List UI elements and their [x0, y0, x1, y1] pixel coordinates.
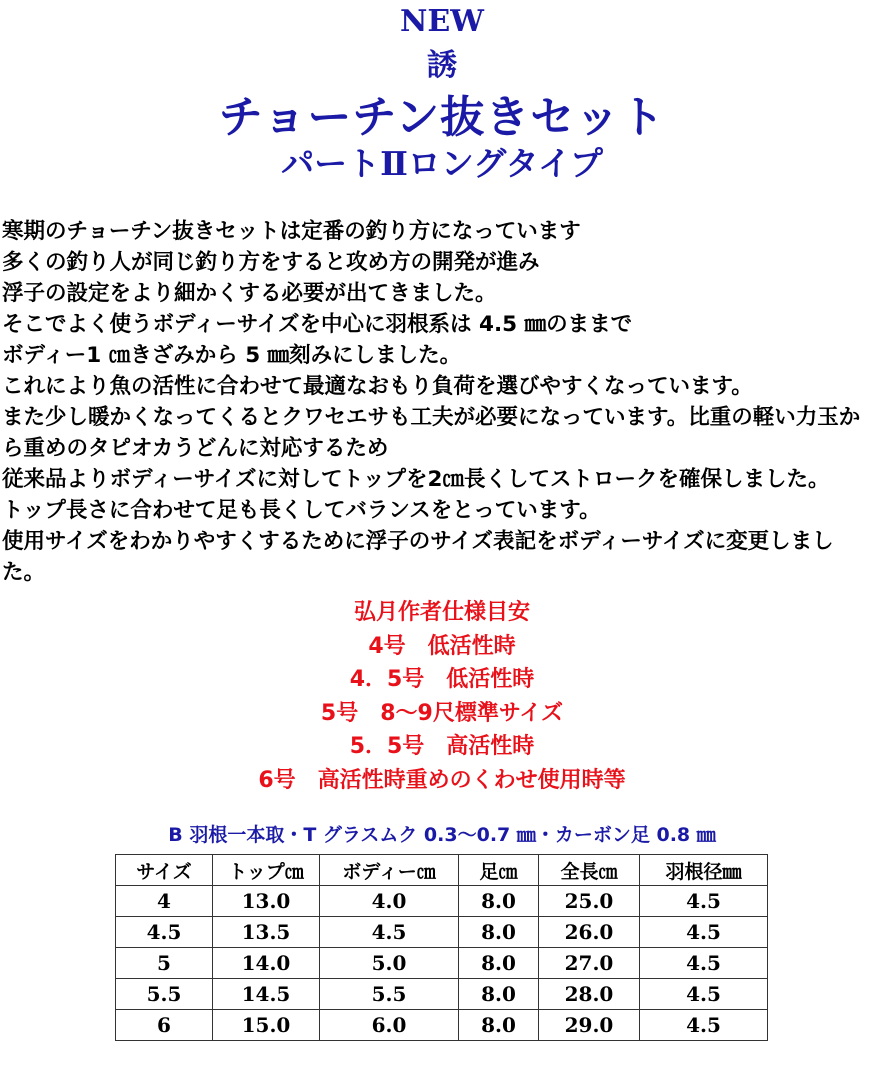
cell-size: 4	[116, 886, 213, 917]
cell-body: 5.0	[320, 948, 459, 979]
column-header-body: ボディー㎝	[320, 855, 459, 886]
spec-heading: 弘月作者仕様目安	[353, 600, 530, 625]
description-line: ボディー1 ㎝きざみから 5 ㎜刻みにしました。	[2, 343, 462, 368]
spec-guide	[0, 596, 884, 797]
cell-size: 5.5	[116, 979, 213, 1010]
cell-leg: 8.0	[459, 917, 539, 948]
cell-leg: 8.0	[459, 1010, 539, 1041]
description-line: 使用サイズをわかりやすくするために浮子のサイズ表記をボディーサイズに変更しまし	[2, 529, 834, 554]
column-header-total: 全長㎝	[539, 855, 640, 886]
description-line: 浮子の設定をより細かくする必要が出てきました。	[2, 281, 497, 306]
cell-top: 13.0	[213, 886, 320, 917]
cell-leg: 8.0	[459, 948, 539, 979]
cell-size: 4.5	[116, 917, 213, 948]
cell-total: 28.0	[539, 979, 640, 1010]
cell-top: 14.0	[213, 948, 320, 979]
description-line: 多くの釣り人が同じ釣り方をすると攻め方の開発が進み	[2, 250, 540, 275]
page-title: チョーチン抜きセット	[218, 92, 666, 143]
spec-line: 4．5号 低活性時	[349, 667, 535, 692]
description-line: ら重めのタピオカうどんに対応するため	[2, 436, 389, 461]
cell-body: 4.0	[320, 886, 459, 917]
column-header-top: トップ㎝	[213, 855, 320, 886]
new-label: NEW	[400, 4, 484, 39]
spec-line: 4号 低活性時	[368, 633, 516, 659]
cell-body: 5.5	[320, 979, 459, 1010]
description-line: また少し暖かくなってくるとクワセエサも工夫が必要になっています。比重の軽い力玉か	[2, 405, 861, 430]
spec-line: 5号 8～9尺標準サイズ	[320, 700, 564, 726]
table-row	[116, 917, 768, 948]
cell-total: 26.0	[539, 917, 640, 948]
cell-top: 13.5	[213, 917, 320, 948]
cell-top: 14.5	[213, 979, 320, 1010]
table-header-row	[116, 855, 768, 886]
size-table	[115, 854, 768, 1041]
cell-feather: 4.5	[640, 979, 768, 1010]
cell-total: 27.0	[539, 948, 640, 979]
description-line: 寒期のチョーチン抜きセットは定番の釣り方になっています	[2, 219, 581, 244]
column-header-size: サイズ	[116, 855, 213, 886]
cell-feather: 4.5	[640, 948, 768, 979]
table-row	[116, 948, 768, 979]
cell-size: 6	[116, 1010, 213, 1041]
description	[2, 216, 882, 588]
column-header-leg: 足㎝	[459, 855, 539, 886]
cell-leg: 8.0	[459, 979, 539, 1010]
page-subtitle: パートⅡロングタイプ	[281, 144, 603, 183]
cell-top: 15.0	[213, 1010, 320, 1041]
description-line: そこでよく使うボディーサイズを中心に羽根系は 4.5 ㎜のままで	[2, 312, 633, 337]
table-row	[116, 886, 768, 917]
description-line: トップ長さに合わせて足も長くしてバランスをとっています。	[2, 498, 601, 523]
table-title: B 羽根一本取・T グラスムク 0.3～0.7 ㎜・カーボン足 0.8 ㎜	[168, 824, 716, 846]
table-row	[116, 1010, 768, 1041]
cell-feather: 4.5	[640, 1010, 768, 1041]
description-line: た。	[2, 560, 46, 585]
cell-feather: 4.5	[640, 886, 768, 917]
cell-total: 29.0	[539, 1010, 640, 1041]
description-line: これにより魚の活性に合わせて最適なおもり負荷を選びやすくなっています。	[2, 374, 753, 399]
cell-total: 25.0	[539, 886, 640, 917]
description-line: 従来品よりボディーサイズに対してトップを2㎝長くしてストロークを確保しました。	[2, 467, 830, 492]
column-header-feather: 羽根径㎜	[640, 855, 768, 886]
spec-line: 6号 高活性時重めのくわせ使用時等	[258, 767, 626, 793]
cell-size: 5	[116, 948, 213, 979]
spec-line: 5．5号 高活性時	[349, 734, 535, 759]
cell-body: 4.5	[320, 917, 459, 948]
cell-body: 6.0	[320, 1010, 459, 1041]
cell-leg: 8.0	[459, 886, 539, 917]
table-row	[116, 979, 768, 1010]
cell-feather: 4.5	[640, 917, 768, 948]
brand-kanji: 誘	[427, 48, 457, 83]
